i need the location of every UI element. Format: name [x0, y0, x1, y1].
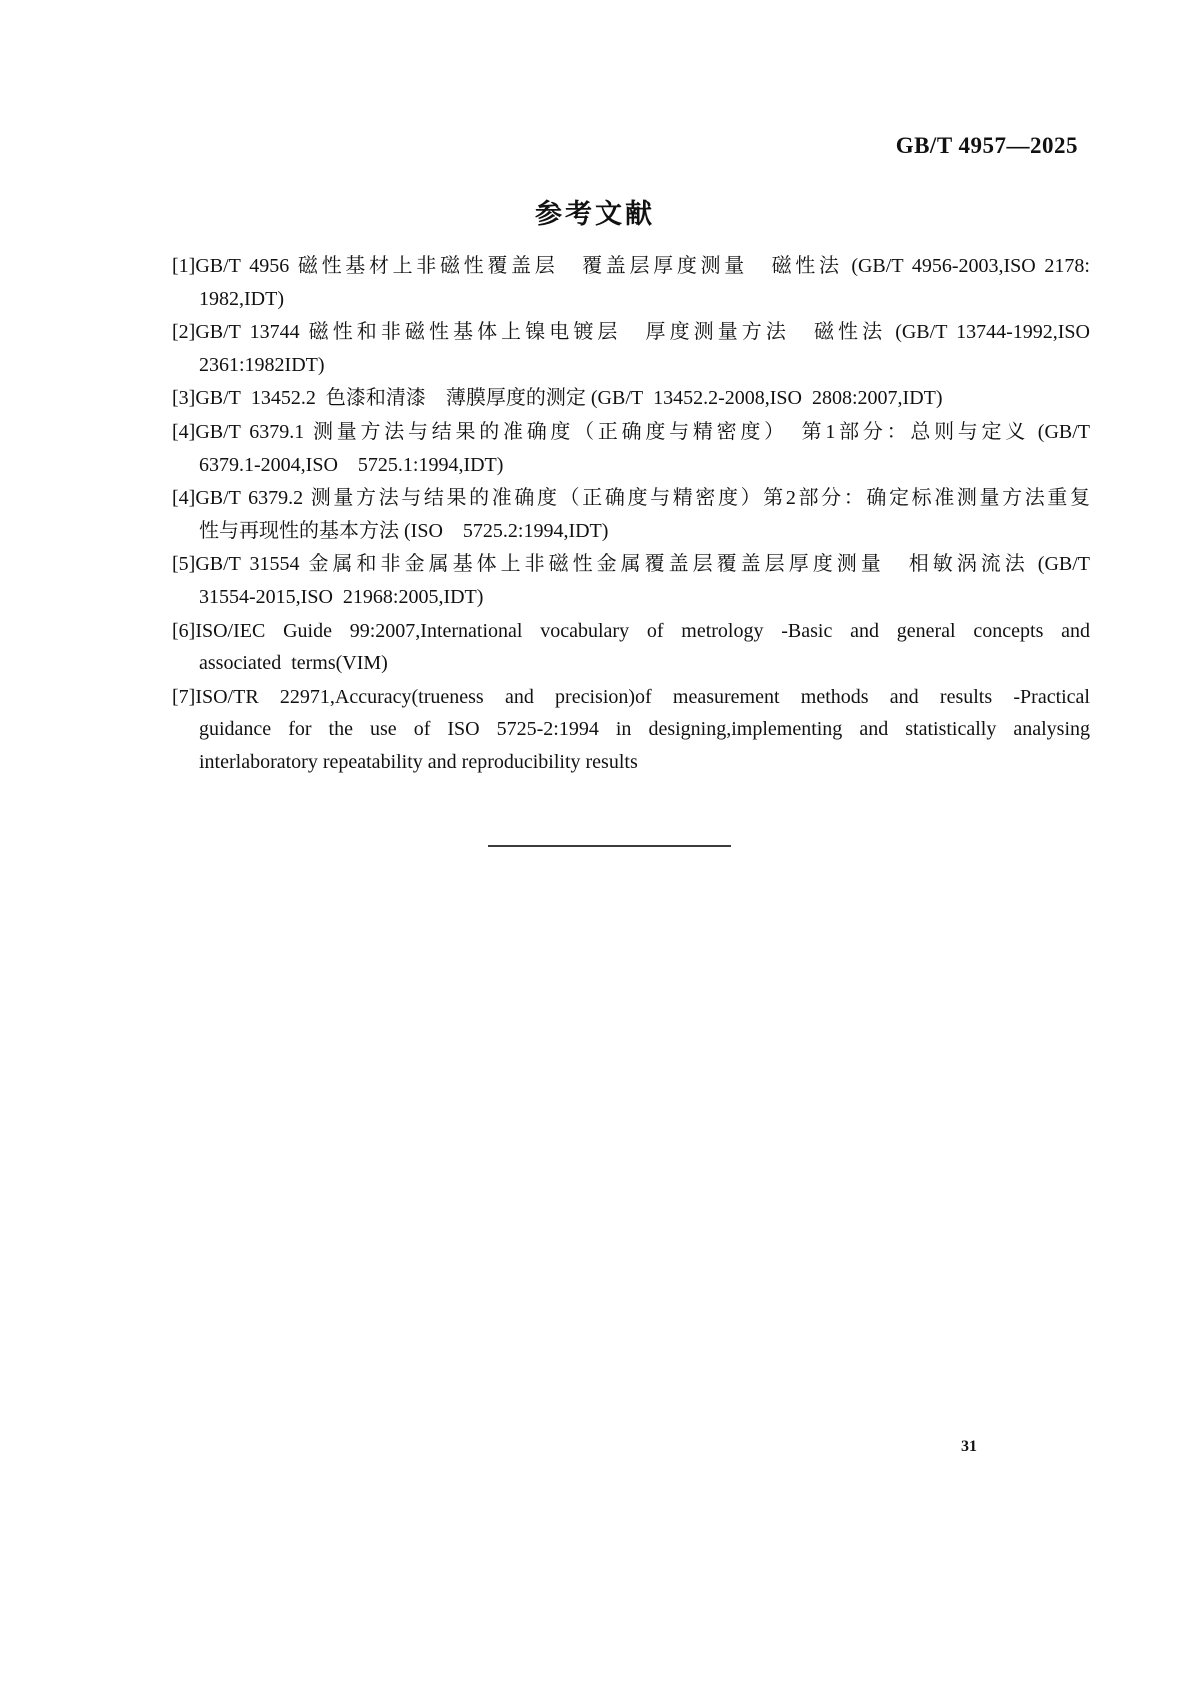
reference-item [172, 615, 1090, 680]
page-title: 参考文献 [535, 199, 655, 229]
reference-line: [4]GB/T 6379.1 测量方法与结果的准确度（正确度与精密度） 第1部分：总则与定义 (GB/T [172, 420, 1090, 443]
reference-line: [1]GB/T 4956 磁性基材上非磁性覆盖层 覆盖层厚度测量 磁性法 (GB/T 4956-2003,ISO 2178: [172, 255, 1090, 277]
reference-line: interlaboratory repeatability and reproducibility results [199, 750, 638, 773]
standard-code: GB/T 4957—2025 [895, 133, 1078, 158]
reference-line: 2361:1982IDT) [199, 353, 325, 376]
reference-item [172, 250, 1090, 315]
reference-line: associated terms(VIM) [199, 652, 388, 675]
reference-line: [6]ISO/IEC Guide 99:2007,International vocabulary of metrology -Basic and general concepts and [172, 619, 1090, 642]
reference-line: 31554-2015,ISO 21968:2005,IDT) [199, 585, 484, 608]
references-list [172, 250, 1090, 780]
reference-line: 6379.1-2004,ISO 5725.1:1994,IDT) [199, 453, 504, 476]
reference-line: [5]GB/T 31554 金属和非金属基体上非磁性金属覆盖层覆盖层厚度测量 相敏涡流法 (GB/T [172, 553, 1090, 576]
reference-item [172, 382, 1090, 415]
end-separator-line [488, 845, 731, 847]
page-number: 31 [961, 1438, 977, 1455]
reference-line: [4]GB/T 6379.2 测量方法与结果的准确度（正确度与精密度）第2部分：确定标准测量方法重复 [172, 487, 1090, 510]
reference-item [172, 548, 1090, 613]
reference-line: [7]ISO/TR 22971,Accuracy(trueness and precision)of measurement methods and results -Practical [172, 685, 1090, 708]
reference-line: [2]GB/T 13744 磁性和非磁性基体上镍电镀层 厚度测量方法 磁性法 (GB/T 13744-1992,ISO [172, 321, 1090, 344]
reference-item [172, 316, 1090, 381]
reference-line: 1982,IDT) [199, 287, 284, 310]
reference-line: guidance for the use of ISO 5725-2:1994 in designing,implementing and statistically analysing [199, 718, 1090, 741]
reference-line: 性与再现性的基本方法 (ISO 5725.2:1994,IDT) [199, 519, 609, 542]
reference-item [172, 416, 1090, 481]
reference-item [172, 681, 1090, 779]
reference-line: [3]GB/T 13452.2 色漆和清漆 薄膜厚度的测定 (GB/T 13452.2-2008,ISO 2808:2007,IDT) [172, 387, 943, 410]
reference-item [172, 482, 1090, 547]
